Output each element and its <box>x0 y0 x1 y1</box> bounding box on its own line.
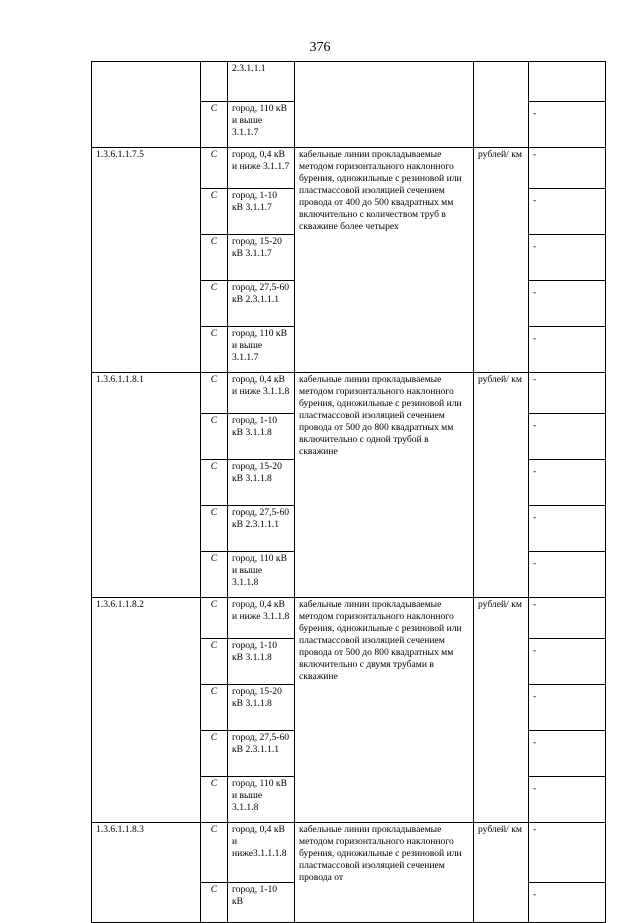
letter-cell: С <box>201 414 228 460</box>
item-code: 1.3.6.1.1.8.3 <box>92 823 201 923</box>
letter-cell: С <box>201 777 228 823</box>
value-cell: - <box>529 281 606 327</box>
description-cell: кабельные линии прокладываемые методом горизонтального наклонного бурения, одножильные с резиновой или пластмассовой изоляцией сечением провода от 500 до 800 квадратных мм включительно с двумя трубами в скважине <box>295 598 474 823</box>
condition-cell: город, 15-20 кВ 3.1.1.8 <box>228 685 295 731</box>
condition-cell: город, 0,4 кВ и ниже 3.1.1.8 <box>228 373 295 414</box>
letter-cell: С <box>201 731 228 777</box>
value-cell: - <box>529 414 606 460</box>
value-cell: - <box>529 102 606 148</box>
letter-cell: С <box>201 235 228 281</box>
value-cell: - <box>529 883 606 923</box>
description-cell <box>295 62 474 148</box>
value-cell: - <box>529 327 606 373</box>
value-cell: - <box>529 639 606 685</box>
condition-cell: город, 1-10 кВ 3.1.1.8 <box>228 414 295 460</box>
letter-cell: С <box>201 373 228 414</box>
letter-cell: С <box>201 823 228 883</box>
letter-cell: С <box>201 189 228 235</box>
value-cell: - <box>529 235 606 281</box>
table-row <box>92 823 606 883</box>
value-cell: - <box>529 506 606 552</box>
value-cell: - <box>529 552 606 598</box>
description-cell: кабельные линии прокладываемые методом горизонтального наклонного бурения, одножильные с резиновой или пластмассовой изоляцией сечением провода от 400 до 500 квадратных мм включительно с количеством труб в скважине более четырех <box>295 148 474 373</box>
tariff-table <box>91 61 606 923</box>
value-cell: - <box>529 823 606 883</box>
unit-cell: рублей/ км <box>474 373 529 598</box>
condition-cell: город, 15-20 кВ 3.1.1.8 <box>228 460 295 506</box>
unit-cell: рублей/ км <box>474 823 529 923</box>
table-row <box>92 148 606 189</box>
value-cell <box>529 62 606 102</box>
letter-cell: С <box>201 506 228 552</box>
letter-cell: С <box>201 148 228 189</box>
condition-cell: город, 27,5-60 кВ 2.3.1.1.1 <box>228 731 295 777</box>
page-number: 376 <box>309 40 331 55</box>
letter-cell: С <box>201 639 228 685</box>
table-row <box>92 373 606 414</box>
condition-cell: город, 1-10 кВ 3.1.1.7 <box>228 189 295 235</box>
value-cell: - <box>529 148 606 189</box>
value-cell: - <box>529 373 606 414</box>
value-cell: - <box>529 731 606 777</box>
table-row <box>92 598 606 639</box>
table-row <box>92 62 606 102</box>
condition-cell: город, 110 кВ и выше 3.1.1.7 <box>228 102 295 148</box>
condition-cell: город, 0,4 кВ и ниже 3.1.1.7 <box>228 148 295 189</box>
condition-cell: город, 110 кВ и выше 3.1.1.8 <box>228 777 295 823</box>
value-cell: - <box>529 189 606 235</box>
condition-cell: город, 110 кВ и выше 3.1.1.7 <box>228 327 295 373</box>
description-cell: кабельные линии прокладываемые методом горизонтального наклонного бурения, одножильные с резиновой или пластмассовой изоляцией сечением провода от 500 до 800 квадратных мм включительно с одной трубой в скважине <box>295 373 474 598</box>
value-cell: - <box>529 598 606 639</box>
item-code: 1.3.6.1.1.8.2 <box>92 598 201 823</box>
item-code: 1.3.6.1.1.7.5 <box>92 148 201 373</box>
condition-cell: 2.3.1.1.1 <box>228 62 295 102</box>
letter-cell: С <box>201 685 228 731</box>
letter-cell: С <box>201 883 228 923</box>
letter-cell: С <box>201 552 228 598</box>
letter-cell: С <box>201 102 228 148</box>
condition-cell: город, 1-10 кВ <box>228 883 295 923</box>
condition-cell: город, 27,5-60 кВ 2.3.1.1.1 <box>228 506 295 552</box>
value-cell: - <box>529 685 606 731</box>
item-code <box>92 62 201 148</box>
condition-cell: город, 1-10 кВ 3.1.1.8 <box>228 639 295 685</box>
item-code: 1.3.6.1.1.8.1 <box>92 373 201 598</box>
value-cell: - <box>529 777 606 823</box>
condition-cell: город, 0,4 кВ и ниже3.1.1.1.8 <box>228 823 295 883</box>
description-cell: кабельные линии прокладываемые методом горизонтального наклонного бурения, одножильные с резиновой или пластмассовой изоляцией сечением провода от <box>295 823 474 923</box>
letter-cell: С <box>201 460 228 506</box>
unit-cell: рублей/ км <box>474 148 529 373</box>
letter-cell: С <box>201 598 228 639</box>
letter-cell: С <box>201 327 228 373</box>
letter-cell: С <box>201 281 228 327</box>
value-cell: - <box>529 460 606 506</box>
condition-cell: город, 110 кВ и выше 3.1.1.8 <box>228 552 295 598</box>
unit-cell: рублей/ км <box>474 598 529 823</box>
condition-cell: город, 15-20 кВ 3.1.1.7 <box>228 235 295 281</box>
letter-cell <box>201 62 228 102</box>
condition-cell: город, 27,5-60 кВ 2.3.1.1.1 <box>228 281 295 327</box>
unit-cell <box>474 62 529 148</box>
condition-cell: город, 0,4 кВ и ниже 3.1.1.8 <box>228 598 295 639</box>
